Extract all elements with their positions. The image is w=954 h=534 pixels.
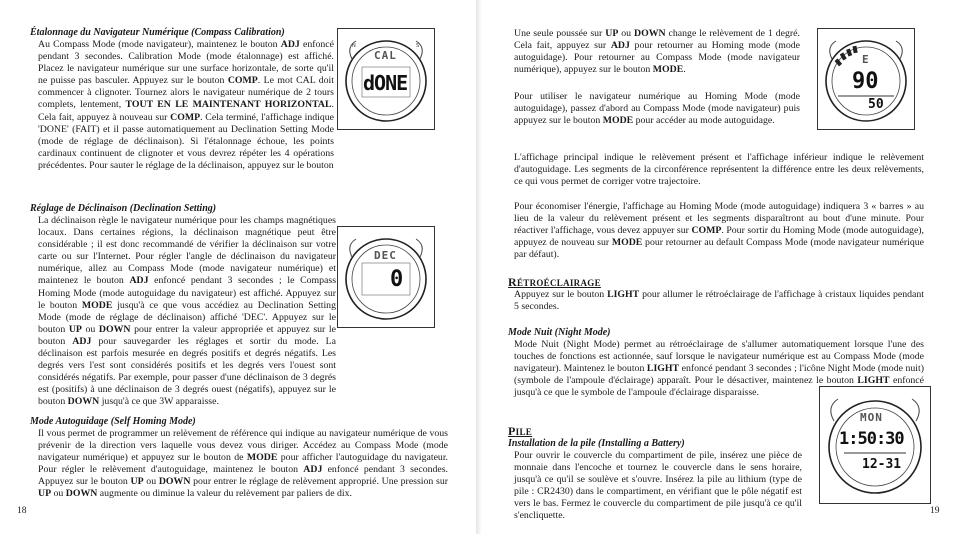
watch-time-sub-text: 12-31 (862, 457, 902, 472)
calibration-paragraph: Au Compass Mode (mode navigateur), maintenez le bouton ADJ enfoncé pendant 3 secondes. Calibration Mode (mode étalonnage) est affiché. Placez le navigateur numérique sur une surface horizontale, de sorte qu'il ne puisse pas basculer. Appuyez sur le bouton COMP. Le mot CAL doit commencer à clignoter. Tournez alors le navigateur numérique de 2 tours complets, lentement, TOUT EN LE MAINTENANT HORIZONTAL. Cela fait, appuyez à nouveau sur COMP. Cela terminé, l'affichage indique 'DONE' (FAIT) et il passe automatiquement au Declination Setting Mode (mode de réglage de déclinaison). Si l'étalonnage échoue, les points cardinaux continuent de clignoter et vous devrez répéter les 4 opérations précédentes. Pour sauter le réglage de la déclinaison, appuyez sur le bouton (38, 39, 334, 171)
watch-home-sub-text: 50 (868, 97, 884, 112)
homing-paragraph-4: Pour économiser l'énergie, l'affichage au Homing Mode (mode autoguidage) indiquera 3 « barres » au lieu de la valeur du relèvement présent et les segments disparaîtront au bout d'une minute. Pour réactiver l'affichage, vous devez appuyer sur COMP. Pour sortir du Homing Mode (mode autoguidage), appuyez de nouveau sur MODE pour retourner au default Compass Mode (mode navigateur numérique par défaut). (514, 201, 925, 261)
watch-cal-top-text: CAL (374, 49, 397, 62)
battery-heading: PILE (508, 424, 533, 438)
homing-paragraph-2: Pour utiliser le navigateur numérique au Homing Mode (mode autoguidage), passez d'abord au Compass Mode (mode navigateur) puis appuyez sur le bouton MODE pour accéder au mode autoguidage. (514, 91, 800, 127)
battery-paragraph: Pour ouvrir le couvercle du compartiment de pile, insérez une pièce de monnaie dans l'encoche et tournez le couvercle dans le sens horaire, jusqu'à ce qu'il se soulève et s'ouvre. Insérez la pile au lithium (type de pile : CR2430) dans le compartiment, en vérifiant que le pôle négatif est vers le bas. Fermez le couvercle du compartiment de pile jusqu'à ce qu'il s'encliquette. (514, 450, 802, 522)
homing-paragraph-3: L'affichage principal indique le relèvement présent et l'affichage inférieur indique le relèvement d'autoguidage. Les segments de la circonférence représentent la différence entre les deux relèvements, ce qui vous permet de corriger votre trajectoire. (514, 152, 924, 188)
night-mode-heading: Mode Nuit (Night Mode) (508, 327, 611, 338)
book-gutter (476, 0, 482, 534)
watch-time-illustration (819, 386, 931, 504)
watch-dec-main-text: 0 (390, 267, 404, 292)
page-number-left: 18 (17, 506, 27, 516)
night-mode-paragraph: Mode Nuit (Night Mode) permet au rétroéclairage de s'allumer automatiquement lorsque l'une des touches de fonctions est actionnée, sauf lorsque le navigateur numérique est au Compass Mode (mode navigateur). Maintenez le bouton LIGHT enfoncé pendant 3 secondes ; l'icône Night Mode (mode nuit) (symbole de l'ampoule d'éclairage) apparaît. Pour le désactiver, maintenez le bouton LIGHT enfoncé jusqu'à ce que le symbole de l'ampoule d'éclairage disparaisse. (514, 339, 925, 399)
page-number-right: 19 (930, 506, 940, 516)
watch-cal-main-text: dONE (363, 71, 408, 95)
watch-dec-top-text: DEC (374, 249, 397, 262)
watch-home-main-text: 90 (852, 69, 879, 94)
left-page (0, 0, 470, 534)
watch-time-main-text: 1:50:30 (839, 429, 904, 449)
svg-text:S: S (416, 43, 420, 49)
svg-text:N: N (352, 43, 356, 49)
self-homing-heading: Mode Autoguidage (Self Homing Mode) (30, 416, 196, 427)
calibration-heading: Étalonnage du Navigateur Numérique (Compass Calibration) (30, 27, 285, 38)
right-page (484, 0, 954, 534)
watch-time-top-text: MON (860, 411, 883, 424)
battery-subheading: Installation de la pile (Installing a Battery) (508, 438, 685, 449)
watch-homing-illustration (817, 28, 915, 130)
backlight-heading: RÉTROÉCLAIRAGE (508, 275, 601, 289)
watch-calibration-illustration (337, 28, 435, 130)
declination-paragraph: La déclinaison règle le navigateur numérique pour les champs magnétiques locaux. Dans certaines régions, la déclinaison magnétique peut être considérable ; il est donc recommandé de vérifier la déclinaison sur votre carte ou sur l'Internet. Pour régler l'angle de déclinaison du navigateur numérique, allez au Compass Mode (mode navigateur numérique) et maintenez le bouton ADJ enfoncé pendant 3 secondes ; le Compass Homing Mode (mode autoguidage du navigateur) est affiché. Appuyez sur le bouton MODE jusqu'à ce que vous accédiez au Declination Setting Mode (mode de réglage de déclinaison) affiché 'DEC'. Appuyez sur le bouton UP ou DOWN pour entrer la valeur appropriée et appuyez sur le bouton ADJ pour sauvegarder les réglages et sortir du mode. La déclinaison est parfois mesurée en degrés positifs et degrés négatifs. Les degrés vers l'est sont considérés positifs et les degrés vers l'ouest sont considérés négatifs. Par exemple, pour passer d'une déclinaison de 3 degrés est (positifs) à une déclinaison de 3 degrés ouest (négatifs), appuyez sur le bouton DOWN jusqu'à ce que 3W apparaisse. (38, 215, 337, 408)
declination-heading: Réglage de Déclinaison (Declination Setting) (30, 203, 217, 214)
watch-home-top-text: E (862, 53, 869, 66)
self-homing-paragraph: Il vous permet de programmer un relèvement de référence qui indique au navigateur numérique de vous prévenir de la direction vers laquelle vous devez vous diriger. Accédez au Compass Mode (mode navigateur numérique) et appuyez sur le bouton de MODE pour afficher l'autoguidage du navigateur. Pour régler le relèvement d'autoguidage, maintenez le bouton ADJ enfoncé pendant 3 secondes. Appuyez sur le bouton UP ou DOWN pour entrer le réglage de relèvement approprié. Une pression sur UP ou DOWN augmente ou diminue la valeur du relèvement par paliers de dix. (38, 428, 449, 500)
backlight-paragraph: Appuyez sur le bouton LIGHT pour allumer le rétroéclairage de l'affichage à cristaux liquides pendant 5 secondes. (514, 289, 925, 313)
watch-declination-illustration (337, 226, 435, 328)
homing-paragraph-1: Une seule poussée sur UP ou DOWN change le relèvement de 1 degré. Cela fait, appuyez sur ADJ pour retourner au Homing mode (mode autoguidage). Pour retourner au Compass Mode (mode navigateur numérique), appuyez sur le bouton MODE. (514, 28, 800, 76)
